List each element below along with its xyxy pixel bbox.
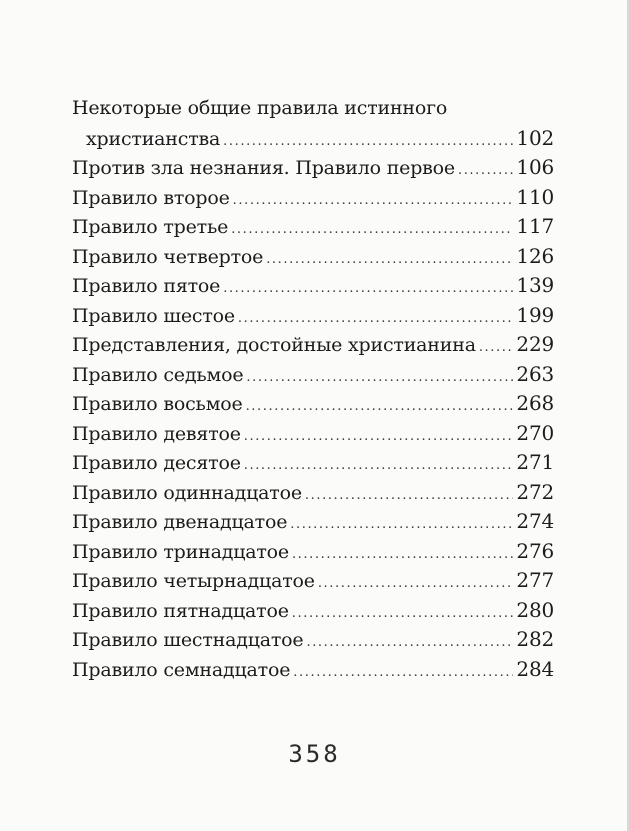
toc-entry-page: 271	[516, 450, 554, 474]
toc-entry	[72, 655, 554, 685]
toc-entry	[72, 566, 554, 596]
toc-entry-page: 274	[516, 509, 554, 533]
dot-leader	[479, 333, 514, 363]
toc-entry-page: 110	[516, 184, 554, 209]
toc-entry	[72, 507, 554, 537]
toc-entry-page: 272	[516, 479, 554, 504]
toc-entry-title: Правило седьмое	[72, 363, 244, 386]
dot-leader	[233, 186, 514, 216]
toc-entry-page: 280	[516, 597, 554, 622]
toc-entry-title: Правило восьмое	[72, 393, 243, 415]
toc-entry-page: 126	[516, 243, 554, 268]
toc-entry-page: 276	[516, 538, 554, 563]
toc-entry	[72, 271, 554, 301]
toc-entry-title: Правило девятое	[72, 422, 241, 445]
toc-entry-page: 102	[516, 125, 554, 150]
toc-entry	[72, 212, 554, 242]
dot-leader	[223, 274, 513, 304]
toc-entry-page: 199	[516, 302, 554, 327]
toc-entry-title: Правило одиннадцатое	[72, 481, 302, 504]
toc-entry-page: 229	[516, 332, 554, 356]
toc-entry	[72, 330, 554, 360]
toc-entry	[72, 183, 554, 213]
dot-leader	[305, 481, 514, 511]
toc-entry-title: Правило четвертое	[72, 245, 264, 268]
toc-entry-page: 277	[516, 568, 554, 592]
toc-entry-title: Против зла незнания. Правило первое	[72, 157, 455, 179]
toc-entry-page: 106	[516, 155, 554, 179]
dot-leader	[244, 422, 514, 452]
dot-leader	[244, 451, 514, 481]
dot-leader	[246, 363, 513, 393]
toc-entry	[72, 596, 554, 626]
toc-entry-page: 117	[516, 214, 554, 238]
toc-entry	[72, 389, 554, 419]
toc-entry-title: Правило четырнадцатое	[72, 570, 315, 592]
dot-leader	[458, 156, 513, 186]
toc-entry-title: Правило второе	[72, 186, 230, 209]
dot-leader	[290, 510, 513, 540]
toc-entry-title: Правило шестнадцатое	[72, 629, 304, 651]
toc-entry-title: Правило десятое	[72, 452, 241, 474]
toc-entry-page: 263	[516, 361, 554, 386]
toc-entry-title: христианства	[86, 127, 221, 150]
toc-entry	[72, 360, 554, 390]
toc-entry-title: Правило третье	[72, 216, 229, 238]
dot-leader	[223, 127, 513, 157]
dot-leader	[306, 628, 513, 658]
toc-entry-page: 282	[516, 627, 554, 651]
toc-entry-title: Правило шестое	[72, 304, 235, 327]
dot-leader	[292, 540, 513, 570]
toc-entry-title: Правило пятое	[72, 275, 221, 297]
toc-entry	[72, 153, 554, 183]
dot-leader	[293, 658, 513, 688]
toc-entry	[72, 448, 554, 478]
toc-entry-title: Правило пятнадцатое	[72, 599, 289, 622]
dot-leader	[238, 304, 514, 334]
toc-entry-page: 139	[516, 273, 554, 297]
dot-leader	[231, 215, 513, 245]
toc-entry	[72, 537, 554, 567]
toc-entry-page: 284	[516, 656, 554, 681]
dot-leader	[266, 245, 513, 275]
toc-entry-title: Представления, достойные христианина	[72, 334, 476, 356]
toc-entry-title: Правило двенадцатое	[72, 511, 288, 533]
toc-entry	[72, 478, 554, 508]
toc-entry	[72, 625, 554, 655]
dot-leader	[246, 392, 514, 422]
toc-entry	[72, 419, 554, 449]
toc-entry-title: Правило тринадцатое	[72, 540, 289, 563]
dot-leader	[318, 569, 514, 599]
toc-entry-page: 270	[516, 420, 554, 445]
table-of-contents	[72, 94, 554, 684]
dot-leader	[292, 599, 514, 629]
toc-entry-title: Правило семнадцатое	[72, 658, 291, 681]
toc-entry	[72, 242, 554, 272]
toc-entry	[72, 301, 554, 331]
toc-entry	[72, 94, 554, 124]
toc-entry-title: Некоторые общие правила истинного	[72, 97, 448, 119]
toc-entry	[72, 124, 554, 154]
page-number: 358	[288, 740, 341, 768]
toc-entry-page: 268	[516, 391, 554, 415]
